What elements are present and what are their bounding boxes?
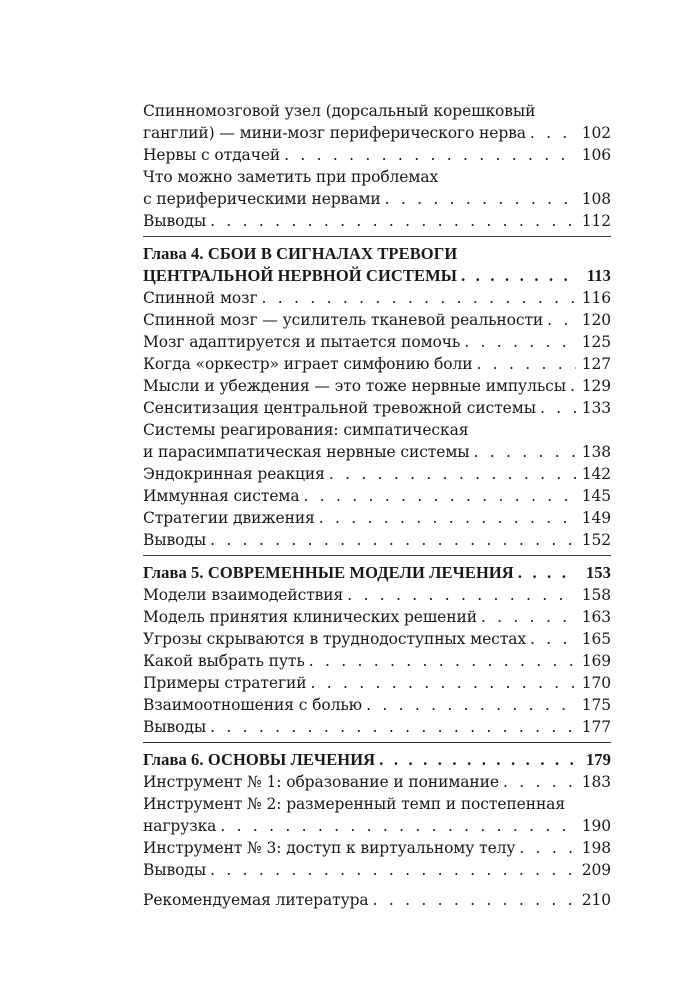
chapter-separator [143, 555, 611, 556]
toc-entry[interactable] [143, 837, 611, 859]
dot-leader [464, 331, 575, 353]
toc-page-number: 152 [581, 531, 611, 549]
toc-page-number: 198 [581, 839, 611, 857]
toc-entry-line [143, 606, 611, 628]
toc-entry[interactable] [143, 309, 611, 331]
toc-entry-title: Когда «оркестр» играет симфонию боли [143, 355, 473, 373]
toc-entry-title: Мысли и убеждения — это тоже нервные импульсы [143, 377, 566, 395]
dot-leader [210, 859, 576, 881]
toc-entry-line [143, 144, 611, 166]
toc-entry-line [143, 672, 611, 694]
toc-entry-title: Спинной мозг — усилитель тканевой реальности [143, 311, 544, 329]
toc-entry-line [143, 529, 611, 551]
toc-entry-title: Инструмент № 2: размеренный темп и постепенная [143, 795, 566, 813]
toc-entry[interactable] [143, 529, 611, 551]
toc-entry-title: Спинномозговой узел (дорсальный корешковый [143, 102, 536, 120]
toc-entry-title: Иммунная система [143, 487, 300, 505]
toc-entry-line [143, 463, 611, 485]
toc-entry-title: Глава 5. СОВРЕМЕННЫЕ МОДЕЛИ ЛЕЧЕНИЯ [143, 563, 514, 582]
toc-entry[interactable] [143, 889, 611, 911]
toc-entry-line [143, 441, 611, 463]
toc-entry-title: Глава 4. СБОИ В СИГНАЛАХ ТРЕВОГИ [143, 244, 458, 263]
dot-leader [379, 749, 577, 771]
toc-entry[interactable] [143, 584, 611, 606]
dot-leader [319, 507, 576, 529]
toc-entry-line [143, 485, 611, 507]
toc-entry-line [143, 166, 611, 188]
toc-page-number: 127 [581, 355, 611, 373]
toc-entry-line [143, 694, 611, 716]
dot-leader [304, 485, 576, 507]
toc-entry-title: Выводы [143, 212, 207, 230]
toc-page-number: 209 [581, 861, 611, 879]
toc-page-number: 142 [581, 465, 611, 483]
dot-leader [373, 889, 576, 911]
toc-entry-title: Выводы [143, 718, 207, 736]
toc-entry-title: Мозг адаптируется и пытается помочь [143, 333, 461, 351]
toc-entry[interactable] [143, 331, 611, 353]
toc-page-number: 149 [581, 509, 611, 527]
toc-entry-title: Примеры стратегий [143, 674, 307, 692]
toc-entry-title: Модель принятия клинических решений [143, 608, 477, 626]
toc-entry-line [143, 188, 611, 210]
toc-page-number: 169 [581, 652, 611, 670]
dot-leader [547, 309, 576, 331]
toc-entry-title: Рекомендуемая литература [143, 891, 369, 909]
toc-entry[interactable] [143, 771, 611, 793]
toc-entry-title: и парасимпатическая нервные системы [143, 443, 470, 461]
dot-leader [477, 353, 576, 375]
dot-leader [518, 562, 577, 584]
dot-leader [210, 210, 576, 232]
dot-leader [461, 265, 577, 287]
toc-entry-line [143, 584, 611, 606]
toc-entry[interactable] [143, 507, 611, 529]
toc-entry[interactable] [143, 397, 611, 419]
dot-leader [519, 837, 575, 859]
toc-page-number: 145 [581, 487, 611, 505]
dot-leader [347, 584, 576, 606]
toc-page-number: 183 [581, 773, 611, 791]
dot-leader [481, 606, 576, 628]
toc-entry-line [143, 265, 611, 287]
toc-entry[interactable] [143, 419, 611, 463]
dot-leader [366, 694, 576, 716]
chapter-separator [143, 742, 611, 743]
toc-page-number: 170 [581, 674, 611, 692]
toc-entry-title: ЦЕНТРАЛЬНОЙ НЕРВНОЙ СИСТЕМЫ [143, 266, 458, 285]
toc-entry-title: Сенситизация центральной тревожной системы [143, 399, 536, 417]
toc-chapter-entry[interactable] [143, 243, 611, 287]
dot-leader [284, 144, 576, 166]
toc-entry[interactable] [143, 166, 611, 210]
toc-entry-title: Угрозы скрываются в труднодоступных местах [143, 630, 527, 648]
toc-entry-line [143, 815, 611, 837]
toc-page-number: 133 [581, 399, 611, 417]
toc-entry-title: Выводы [143, 531, 207, 549]
toc-entry-title: Что можно заметить при проблемах [143, 168, 439, 186]
dot-leader [220, 815, 575, 837]
toc-page-number: 158 [581, 586, 611, 604]
toc-entry-title: Взаимоотношения с болью [143, 696, 363, 714]
dot-leader [262, 287, 576, 309]
toc-entry-line [143, 210, 611, 232]
toc-chapter-entry[interactable] [143, 749, 611, 771]
toc-entry-line [143, 353, 611, 375]
toc-entry-line [143, 419, 611, 441]
dot-leader [503, 771, 576, 793]
toc-entry-title: Стратегии движения [143, 509, 315, 527]
toc-page-number: 116 [581, 289, 611, 307]
toc-entry[interactable] [143, 287, 611, 309]
toc-entry[interactable] [143, 716, 611, 738]
toc-entry[interactable] [143, 375, 611, 397]
dot-leader [530, 122, 576, 144]
toc-entry-title: Какой выбрать путь [143, 652, 305, 670]
dot-leader [385, 188, 576, 210]
dot-leader [210, 529, 576, 551]
toc-entry[interactable] [143, 793, 611, 837]
toc-entry[interactable] [143, 859, 611, 881]
toc-entry[interactable] [143, 100, 611, 144]
toc-entry[interactable] [143, 210, 611, 232]
toc-entry-line [143, 331, 611, 353]
dot-leader [474, 441, 576, 463]
toc-entry-line [143, 122, 611, 144]
toc-entry-line [143, 771, 611, 793]
section-gap [143, 881, 611, 889]
dot-leader [310, 672, 575, 694]
dot-leader [210, 716, 576, 738]
dot-leader [309, 650, 576, 672]
toc-entry-line [143, 243, 611, 265]
toc-entry[interactable] [143, 694, 611, 716]
toc-page-number: 102 [581, 124, 611, 142]
toc-entry-title: Системы реагирования: симпатическая [143, 421, 469, 439]
toc-entry[interactable] [143, 463, 611, 485]
toc-page-number: 120 [581, 311, 611, 329]
toc-entry-line [143, 650, 611, 672]
dot-leader [329, 463, 576, 485]
toc-page-number: 129 [581, 377, 611, 395]
toc-page-number: 106 [581, 146, 611, 164]
toc-entry-title: Нервы с отдачей [143, 146, 281, 164]
toc-entry-line [143, 749, 611, 771]
toc-page-number: 163 [581, 608, 611, 626]
toc-entry[interactable] [143, 628, 611, 650]
toc-entry-title: ганглий) — мини-мозг периферического нерва [143, 124, 526, 142]
toc-entry-title: Инструмент № 3: доступ к виртуальному телу [143, 839, 516, 857]
toc-entry-title: Спинной мозг [143, 289, 258, 307]
dot-leader [540, 397, 576, 419]
toc-page-number: 190 [581, 817, 611, 835]
toc-page-number: 108 [581, 190, 611, 208]
toc-entry-line [143, 397, 611, 419]
toc-entry-line [143, 287, 611, 309]
toc-page-number: 125 [581, 333, 611, 351]
toc-entry[interactable] [143, 606, 611, 628]
toc-page-number: 177 [581, 718, 611, 736]
toc-entry-title: Инструмент № 1: образование и понимание [143, 773, 499, 791]
dot-leader [530, 628, 576, 650]
toc-page-number: 138 [581, 443, 611, 461]
toc-page-number: 153 [585, 563, 611, 582]
dot-leader [570, 375, 576, 397]
toc-entry[interactable] [143, 485, 611, 507]
toc-entry-line [143, 628, 611, 650]
toc-chapter-entry[interactable] [143, 562, 611, 584]
toc-page-number: 113 [586, 266, 611, 285]
toc-entry-line [143, 837, 611, 859]
toc-entry-line [143, 309, 611, 331]
toc-page-number: 165 [581, 630, 611, 648]
toc-entry-line [143, 562, 611, 584]
toc-entry-title: нагрузка [143, 817, 217, 835]
toc-entry[interactable] [143, 672, 611, 694]
toc-entry-line [143, 716, 611, 738]
toc-entry-line [143, 507, 611, 529]
toc-entry-line [143, 100, 611, 122]
chapter-separator [143, 236, 611, 237]
toc-entry-title: Глава 6. ОСНОВЫ ЛЕЧЕНИЯ [143, 750, 376, 769]
toc-entry[interactable] [143, 144, 611, 166]
toc-entry-title: с периферическими нервами [143, 190, 381, 208]
toc-entry-title: Эндокринная реакция [143, 465, 325, 483]
toc-entry[interactable] [143, 650, 611, 672]
toc-entry-line [143, 793, 611, 815]
toc-entry-title: Модели взаимодействия [143, 586, 344, 604]
toc-page-number: 179 [585, 750, 611, 769]
table-of-contents [143, 100, 611, 911]
toc-entry[interactable] [143, 353, 611, 375]
toc-page-number: 210 [581, 891, 611, 909]
toc-entry-line [143, 375, 611, 397]
toc-entry-title: Выводы [143, 861, 207, 879]
toc-page-number: 112 [581, 212, 611, 230]
toc-entry-line [143, 859, 611, 881]
toc-page-number: 175 [581, 696, 611, 714]
toc-entry-line [143, 889, 611, 911]
